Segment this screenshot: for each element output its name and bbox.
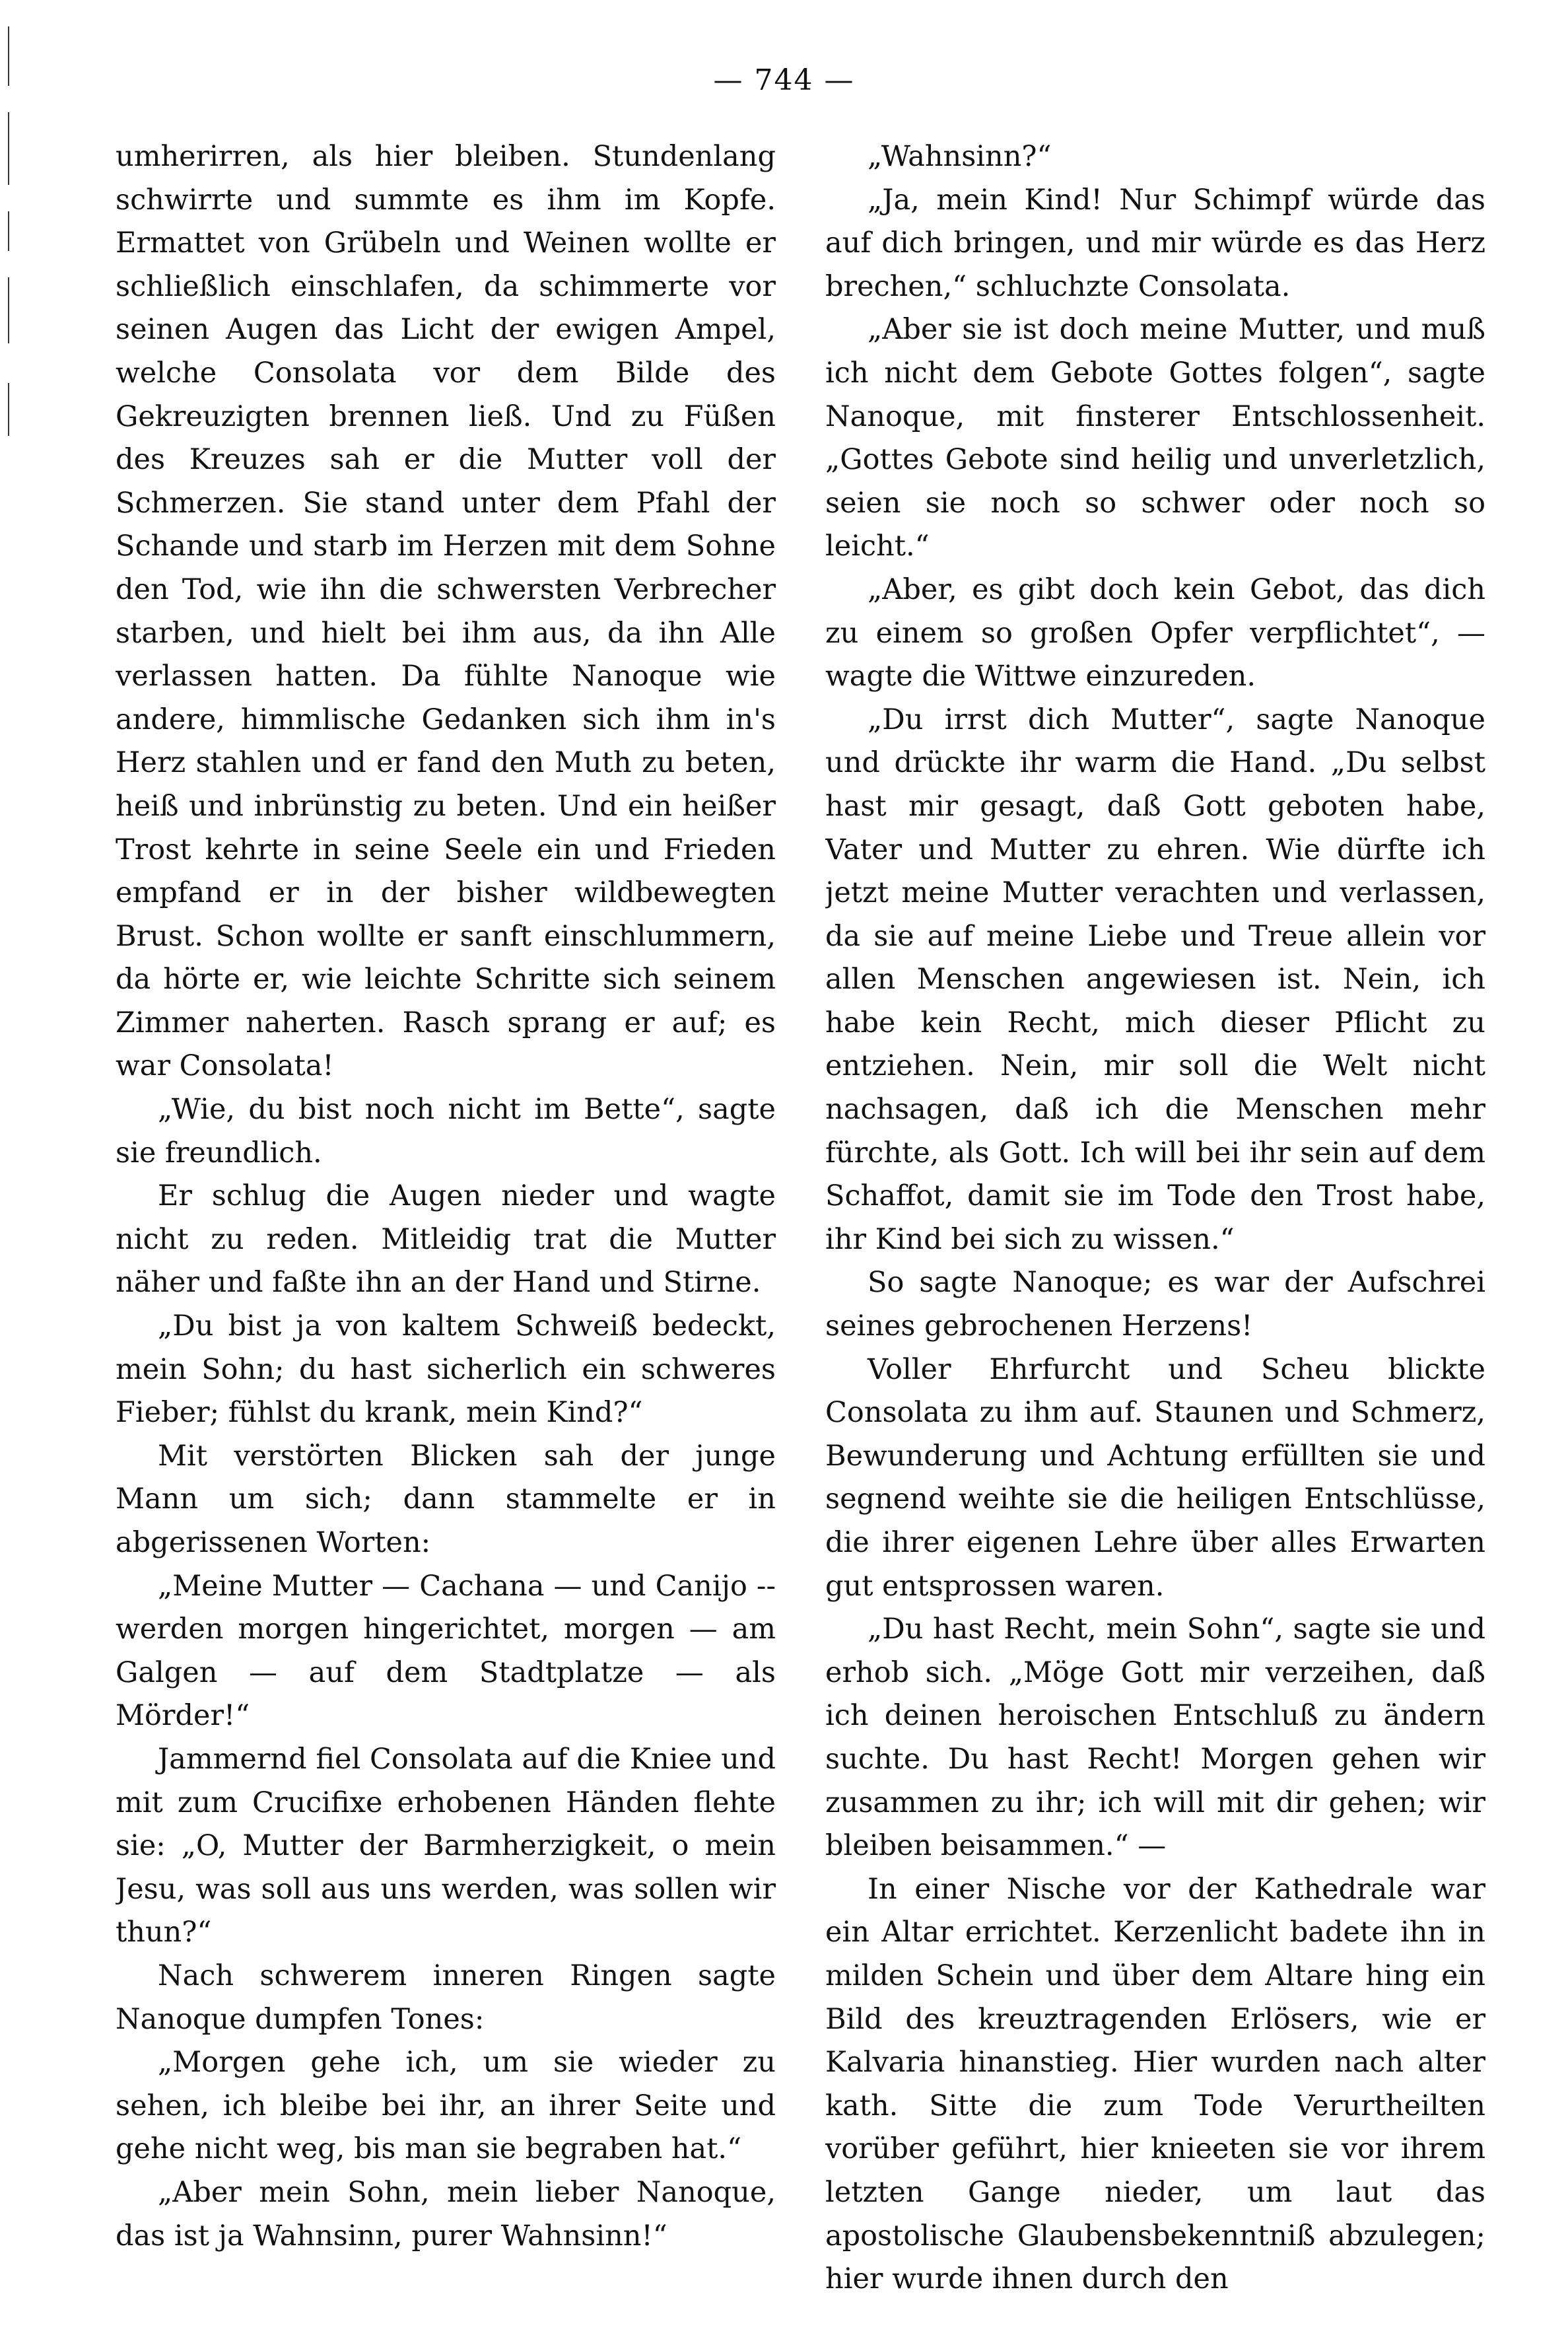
paragraph: Er schlug die Augen nieder und wagte nicht zu reden. Mitleidig trat die Mutter näher und faßte ihn an der Hand und Stirne. — [116, 1179, 776, 1300]
paragraph: Nach schwerem inneren Ringen sagte Nanoque dumpfen Tones: — [116, 1959, 776, 2036]
paragraph: Mit verstörten Blicken sah der junge Mann um sich; dann stammelte er in abgerissenen Worten: — [116, 1439, 776, 1559]
paragraph: So sagte Nanoque; es war der Aufschrei seines gebrochenen Herzens! — [825, 1266, 1485, 1343]
left-column — [116, 135, 776, 2315]
paragraph: Voller Ehrfurcht und Scheu blickte Consolata zu ihm auf. Staunen und Schmerz, Bewunderung und Achtung erfüllten sie und segnend weihte sie die heiligen Entschlüsse, die ihrer eigenen Lehre über alles Erwarten gut entsprossen waren. — [825, 1352, 1485, 1603]
paragraph: „Wahnsinn?“ — [868, 140, 1052, 173]
page-number: — 744 — — [713, 63, 855, 97]
paragraph: „Ja, mein Kind! Nur Schimpf würde das auf dich bringen, und mir würde es das Herz brechen,“ schluchzte Consolata. — [825, 183, 1485, 303]
paragraph: „Meine Mutter — Cachana — und Canijo -- werden morgen hingerichtet, morgen — am Galgen — auf dem Stadtplatze — als Mörder!“ — [116, 1569, 776, 1733]
paragraph: In einer Nische vor der Kathedrale war ein Altar errichtet. Kerzenlicht badete ihn in milden Schein und über dem Altare hing ein Bild des kreuztragenden Erlösers, wie er Kalvaria hinanstieg. Hier wurden nach alter kath. Sitte die zum Tode Verurtheilten vorüber geführt, hier knieeten sie vor ihrem letzten Gange nieder, um laut das apostolische Glaubensbekenntniß abzulegen; hier wurde ihnen durch den — [825, 1872, 1485, 2296]
paragraph: umherirren, als hier bleiben. Stundenlang schwirrte und summte es ihm im Kopfe. Ermattet von Grübeln und Weinen wollte er schließlich einschlafen, da schimmerte vor seinen Augen das Licht der ewigen Ampel, welche Consolata vor dem Bilde des Gekreuzigten brennen ließ. Und zu Füßen des Kreuzes sah er die Mutter voll der Schmerzen. Sie stand unter dem Pfahl der Schande und starb im Herzen mit dem Sohne den Tod, wie ihn die schwersten Verbrecher starben, und hielt bei ihm aus, da ihn Alle verlassen hatten. Da fühlte Nanoque wie andere, himmlische Gedanken sich ihm in's Herz stahlen und er fand den Muth zu beten, heiß und inbrünstig zu beten. Und ein heißer Trost kehrte in seine Seele ein und Frieden empfand er in der bisher wildbewegten Brust. Schon wollte er sanft einschlummern, da hörte er, wie leichte Schritte sich seinem Zimmer naherten. Rasch sprang er auf; es war Consolata! — [116, 140, 776, 1083]
right-column — [825, 135, 1485, 2315]
paragraph: „Aber mein Sohn, mein lieber Nanoque, das ist ja Wahnsinn, purer Wahnsinn!“ — [116, 2175, 776, 2253]
paragraph: „Morgen gehe ich, um sie wieder zu sehen, ich bleibe bei ihr, an ihrer Seite und gehe nicht weg, bis man sie begraben hat.“ — [116, 2046, 776, 2166]
paragraph: Jammernd fiel Consolata auf die Kniee und mit zum Crucifixe erhobenen Händen flehte sie: „O, Mutter der Barmherzigkeit, o mein Jesu, was soll aus uns werden, was sollen wir thun?“ — [116, 1742, 776, 1949]
paragraph: „Du hast Recht, mein Sohn“, sagte sie und erhob sich. „Möge Gott mir verzeihen, daß ich deinen heroischen Entschluß zu ändern suchte. Du hast Recht! Morgen gehen wir zusammen zu ihr; ich will mit dir gehen; wir bleiben beisammen.“ — — [825, 1613, 1485, 1863]
paragraph: „Aber, es gibt doch kein Gebot, das dich zu einem so großen Opfer verpflichtet“, — wagte die Wittwe einzureden. — [825, 573, 1485, 693]
paragraph: „Du irrst dich Mutter“, sagte Nanoque und drückte ihr warm die Hand. „Du selbst hast mir gesagt, daß Gott geboten habe, Vater und Mutter zu ehren. Wie dürfte ich jetzt meine Mutter verachten und verlassen, da sie auf meine Liebe und Treue allein vor allen Menschen angewiesen ist. Nein, ich habe kein Recht, mich dieser Pflicht zu entziehen. Nein, mir soll die Welt nicht nachsagen, daß ich die Menschen mehr fürchte, als Gott. Ich will bei ihr sein auf dem Schaffot, damit sie im Tode den Trost habe, ihr Kind bei sich zu wissen.“ — [825, 703, 1485, 1256]
paragraph: „Aber sie ist doch meine Mutter, und muß ich nicht dem Gebote Gottes folgen“, sagte Nanoque, mit finsterer Entschlossenheit. „Gottes Gebote sind heilig und unverletzlich, seien sie noch so schwer oder noch so leicht.“ — [825, 313, 1485, 563]
paragraph: „Wie, du bist noch nicht im Bette“, sagte sie freundlich. — [116, 1093, 776, 1170]
paragraph: „Du bist ja von kaltem Schweiß bedeckt, mein Sohn; du hast sicherlich ein schweres Fieber; fühlst du krank, mein Kind?“ — [116, 1310, 776, 1430]
